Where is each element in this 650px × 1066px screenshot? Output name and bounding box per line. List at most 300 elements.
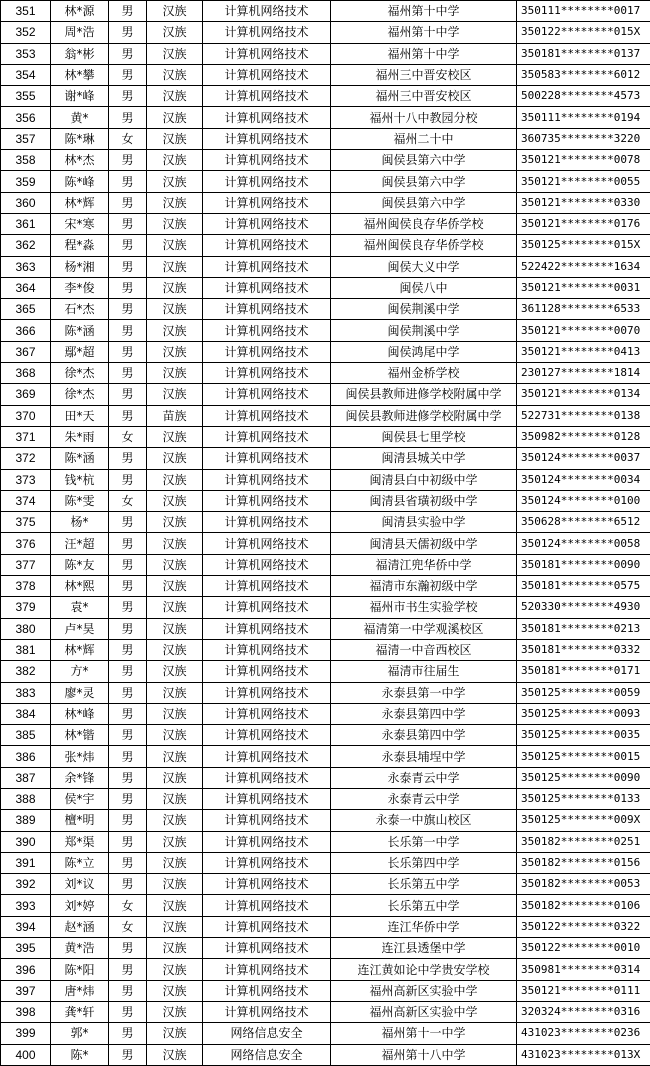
school: 福州二十中 (331, 128, 517, 149)
ethnicity: 汉族 (147, 895, 203, 916)
major: 计算机网络技术 (203, 597, 331, 618)
ethnicity: 汉族 (147, 299, 203, 320)
gender: 女 (109, 916, 147, 937)
major: 计算机网络技术 (203, 788, 331, 809)
school: 闽清县天儒初级中学 (331, 533, 517, 554)
ethnicity: 汉族 (147, 64, 203, 85)
table-row (1, 128, 650, 149)
row-number: 380 (1, 618, 51, 639)
id-number: 431023********013X (517, 1044, 650, 1065)
student-name: 杨* (51, 512, 109, 533)
ethnicity: 汉族 (147, 512, 203, 533)
gender: 女 (109, 895, 147, 916)
ethnicity: 汉族 (147, 788, 203, 809)
table-row (1, 512, 650, 533)
id-number: 350181********0332 (517, 639, 650, 660)
table-row (1, 299, 650, 320)
table-row (1, 363, 650, 384)
school: 福州第十中学 (331, 22, 517, 43)
id-number: 350181********0090 (517, 554, 650, 575)
row-number: 354 (1, 64, 51, 85)
gender: 男 (109, 192, 147, 213)
table-row (1, 426, 650, 447)
gender: 男 (109, 256, 147, 277)
school: 闽侯八中 (331, 277, 517, 298)
school: 福清市往届生 (331, 661, 517, 682)
id-number: 350111********0194 (517, 107, 650, 128)
row-number: 397 (1, 980, 51, 1001)
student-name: 赵*涵 (51, 916, 109, 937)
ethnicity: 汉族 (147, 22, 203, 43)
major: 计算机网络技术 (203, 576, 331, 597)
student-name: 檀*明 (51, 810, 109, 831)
ethnicity: 汉族 (147, 874, 203, 895)
id-number: 350124********0058 (517, 533, 650, 554)
major: 计算机网络技术 (203, 767, 331, 788)
id-number: 350125********015X (517, 235, 650, 256)
id-number: 520330********4930 (517, 597, 650, 618)
table-row (1, 639, 650, 660)
student-name: 林*源 (51, 1, 109, 22)
student-name: 陈*友 (51, 554, 109, 575)
student-name: 余*锋 (51, 767, 109, 788)
ethnicity: 汉族 (147, 320, 203, 341)
ethnicity: 汉族 (147, 43, 203, 64)
major: 计算机网络技术 (203, 533, 331, 554)
table-row (1, 235, 650, 256)
table-row (1, 405, 650, 426)
student-name: 宋*寒 (51, 213, 109, 234)
table-row (1, 192, 650, 213)
gender: 男 (109, 277, 147, 298)
ethnicity: 汉族 (147, 938, 203, 959)
id-number: 500228********4573 (517, 86, 650, 107)
student-name: 黄*浩 (51, 938, 109, 959)
major: 计算机网络技术 (203, 618, 331, 639)
table-row (1, 171, 650, 192)
id-number: 350125********0093 (517, 703, 650, 724)
row-number: 400 (1, 1044, 51, 1065)
school: 福州十八中教园分校 (331, 107, 517, 128)
school: 闽侯鸿尾中学 (331, 341, 517, 362)
school: 永泰青云中学 (331, 788, 517, 809)
table-row (1, 980, 650, 1001)
ethnicity: 汉族 (147, 107, 203, 128)
ethnicity: 汉族 (147, 1044, 203, 1065)
school: 闽侯荆溪中学 (331, 299, 517, 320)
ethnicity: 汉族 (147, 86, 203, 107)
major: 计算机网络技术 (203, 405, 331, 426)
table-row (1, 22, 650, 43)
id-number: 350121********0134 (517, 384, 650, 405)
gender: 男 (109, 150, 147, 171)
student-name: 林*辉 (51, 192, 109, 213)
ethnicity: 汉族 (147, 703, 203, 724)
school: 福州金桥学校 (331, 363, 517, 384)
school: 闽侯县第六中学 (331, 192, 517, 213)
major: 计算机网络技术 (203, 852, 331, 873)
student-name: 李*俊 (51, 277, 109, 298)
major: 计算机网络技术 (203, 639, 331, 660)
row-number: 388 (1, 788, 51, 809)
ethnicity: 汉族 (147, 426, 203, 447)
row-number: 389 (1, 810, 51, 831)
student-name: 龚*轩 (51, 1001, 109, 1022)
ethnicity: 汉族 (147, 277, 203, 298)
table-row (1, 959, 650, 980)
row-number: 369 (1, 384, 51, 405)
id-number: 350125********0035 (517, 725, 650, 746)
gender: 女 (109, 426, 147, 447)
id-number: 350122********015X (517, 22, 650, 43)
major: 计算机网络技术 (203, 128, 331, 149)
school: 福州高新区实验中学 (331, 980, 517, 1001)
major: 计算机网络技术 (203, 341, 331, 362)
major: 计算机网络技术 (203, 554, 331, 575)
student-name: 周*浩 (51, 22, 109, 43)
student-name: 钱*杭 (51, 469, 109, 490)
ethnicity: 汉族 (147, 554, 203, 575)
student-name: 林*攀 (51, 64, 109, 85)
gender: 男 (109, 341, 147, 362)
id-number: 320324********0316 (517, 1001, 650, 1022)
id-number: 350182********0251 (517, 831, 650, 852)
row-number: 381 (1, 639, 51, 660)
id-number: 350181********0171 (517, 661, 650, 682)
row-number: 379 (1, 597, 51, 618)
gender: 男 (109, 1044, 147, 1065)
student-name: 林*杰 (51, 150, 109, 171)
major: 计算机网络技术 (203, 682, 331, 703)
major: 计算机网络技术 (203, 448, 331, 469)
table-row (1, 107, 650, 128)
id-number: 350121********0176 (517, 213, 650, 234)
ethnicity: 汉族 (147, 831, 203, 852)
school: 福州第十一中学 (331, 1023, 517, 1044)
major: 计算机网络技术 (203, 235, 331, 256)
id-number: 522422********1634 (517, 256, 650, 277)
major: 计算机网络技术 (203, 22, 331, 43)
id-number: 350981********0314 (517, 959, 650, 980)
school: 福州闽侯良存华侨学校 (331, 213, 517, 234)
ethnicity: 汉族 (147, 363, 203, 384)
table-row (1, 767, 650, 788)
table-row (1, 852, 650, 873)
gender: 男 (109, 86, 147, 107)
ethnicity: 汉族 (147, 171, 203, 192)
id-number: 350583********6012 (517, 64, 650, 85)
ethnicity: 汉族 (147, 661, 203, 682)
table-row (1, 213, 650, 234)
table-row (1, 1044, 650, 1065)
ethnicity: 汉族 (147, 576, 203, 597)
school: 闽侯县七里学校 (331, 426, 517, 447)
major: 计算机网络技术 (203, 746, 331, 767)
id-number: 350124********0037 (517, 448, 650, 469)
gender: 男 (109, 533, 147, 554)
student-name: 陈*雯 (51, 490, 109, 511)
student-name: 谢*峰 (51, 86, 109, 107)
ethnicity: 汉族 (147, 1, 203, 22)
id-number: 350125********0059 (517, 682, 650, 703)
major: 计算机网络技术 (203, 661, 331, 682)
id-number: 350121********0330 (517, 192, 650, 213)
row-number: 378 (1, 576, 51, 597)
school: 长乐第一中学 (331, 831, 517, 852)
student-name: 陈*琳 (51, 128, 109, 149)
ethnicity: 汉族 (147, 1001, 203, 1022)
table-row (1, 810, 650, 831)
major: 计算机网络技术 (203, 86, 331, 107)
school: 连江黄如论中学贵安学校 (331, 959, 517, 980)
row-number: 351 (1, 1, 51, 22)
student-name: 田*天 (51, 405, 109, 426)
student-name: 卢*昊 (51, 618, 109, 639)
row-number: 360 (1, 192, 51, 213)
id-number: 360735********3220 (517, 128, 650, 149)
school: 福州高新区实验中学 (331, 1001, 517, 1022)
school: 永泰县第四中学 (331, 703, 517, 724)
ethnicity: 汉族 (147, 639, 203, 660)
gender: 女 (109, 490, 147, 511)
table-row (1, 490, 650, 511)
student-name: 黄* (51, 107, 109, 128)
table-row (1, 682, 650, 703)
ethnicity: 汉族 (147, 490, 203, 511)
id-number: 350121********0031 (517, 277, 650, 298)
major: 网络信息安全 (203, 1044, 331, 1065)
row-number: 376 (1, 533, 51, 554)
gender: 女 (109, 128, 147, 149)
id-number: 350121********0413 (517, 341, 650, 362)
ethnicity: 汉族 (147, 533, 203, 554)
major: 计算机网络技术 (203, 703, 331, 724)
school: 福清一中音西校区 (331, 639, 517, 660)
table-body (1, 1, 650, 1066)
school: 闽清县城关中学 (331, 448, 517, 469)
row-number: 382 (1, 661, 51, 682)
table-row (1, 788, 650, 809)
school: 闽侯县第六中学 (331, 171, 517, 192)
gender: 男 (109, 767, 147, 788)
gender: 男 (109, 43, 147, 64)
table-row (1, 916, 650, 937)
ethnicity: 汉族 (147, 341, 203, 362)
major: 计算机网络技术 (203, 810, 331, 831)
student-name: 程*淼 (51, 235, 109, 256)
ethnicity: 汉族 (147, 725, 203, 746)
id-number: 350125********0090 (517, 767, 650, 788)
table-row (1, 938, 650, 959)
major: 计算机网络技术 (203, 171, 331, 192)
gender: 男 (109, 788, 147, 809)
school: 连江华侨中学 (331, 916, 517, 937)
table-row (1, 874, 650, 895)
school: 福州第十中学 (331, 1, 517, 22)
student-name: 陈*立 (51, 852, 109, 873)
id-number: 350124********0034 (517, 469, 650, 490)
school: 长乐第四中学 (331, 852, 517, 873)
gender: 男 (109, 554, 147, 575)
row-number: 392 (1, 874, 51, 895)
table-row (1, 1, 650, 22)
table-row (1, 1023, 650, 1044)
major: 计算机网络技术 (203, 426, 331, 447)
table-row (1, 341, 650, 362)
student-name: 翁*彬 (51, 43, 109, 64)
table-row (1, 43, 650, 64)
gender: 男 (109, 235, 147, 256)
major: 计算机网络技术 (203, 469, 331, 490)
row-number: 384 (1, 703, 51, 724)
row-number: 377 (1, 554, 51, 575)
major: 计算机网络技术 (203, 959, 331, 980)
row-number: 394 (1, 916, 51, 937)
table-row (1, 597, 650, 618)
major: 计算机网络技术 (203, 490, 331, 511)
row-number: 371 (1, 426, 51, 447)
gender: 男 (109, 831, 147, 852)
id-number: 350121********0111 (517, 980, 650, 1001)
table-row (1, 618, 650, 639)
school: 闽清县实验中学 (331, 512, 517, 533)
student-name: 杨*湘 (51, 256, 109, 277)
row-number: 357 (1, 128, 51, 149)
major: 计算机网络技术 (203, 64, 331, 85)
id-number: 350124********0100 (517, 490, 650, 511)
table-row (1, 86, 650, 107)
id-number: 350628********6512 (517, 512, 650, 533)
ethnicity: 汉族 (147, 128, 203, 149)
gender: 男 (109, 448, 147, 469)
row-number: 359 (1, 171, 51, 192)
id-number: 350125********0133 (517, 788, 650, 809)
major: 计算机网络技术 (203, 1, 331, 22)
table-row (1, 703, 650, 724)
school: 福清第一中学观溪校区 (331, 618, 517, 639)
school: 闽清县省璜初级中学 (331, 490, 517, 511)
gender: 男 (109, 576, 147, 597)
id-number: 350111********0017 (517, 1, 650, 22)
ethnicity: 汉族 (147, 810, 203, 831)
gender: 男 (109, 682, 147, 703)
student-name: 郭* (51, 1023, 109, 1044)
school: 闽侯县教师进修学校附属中学 (331, 405, 517, 426)
ethnicity: 汉族 (147, 959, 203, 980)
row-number: 363 (1, 256, 51, 277)
student-name: 林*熙 (51, 576, 109, 597)
ethnicity: 汉族 (147, 213, 203, 234)
row-number: 398 (1, 1001, 51, 1022)
id-number: 350982********0128 (517, 426, 650, 447)
id-number: 230127********1814 (517, 363, 650, 384)
school: 福州第十中学 (331, 43, 517, 64)
gender: 男 (109, 171, 147, 192)
student-name: 林*辉 (51, 639, 109, 660)
gender: 男 (109, 852, 147, 873)
school: 福清江兜华侨中学 (331, 554, 517, 575)
gender: 男 (109, 980, 147, 1001)
gender: 男 (109, 107, 147, 128)
gender: 男 (109, 405, 147, 426)
table-row (1, 256, 650, 277)
id-number: 522731********0138 (517, 405, 650, 426)
table-row (1, 895, 650, 916)
gender: 男 (109, 469, 147, 490)
major: 计算机网络技术 (203, 150, 331, 171)
major: 计算机网络技术 (203, 725, 331, 746)
ethnicity: 汉族 (147, 448, 203, 469)
school: 连江县透堡中学 (331, 938, 517, 959)
major: 计算机网络技术 (203, 980, 331, 1001)
ethnicity: 苗族 (147, 405, 203, 426)
table-row (1, 320, 650, 341)
row-number: 395 (1, 938, 51, 959)
student-name: 鄢*超 (51, 341, 109, 362)
row-number: 352 (1, 22, 51, 43)
ethnicity: 汉族 (147, 746, 203, 767)
row-number: 355 (1, 86, 51, 107)
major: 计算机网络技术 (203, 895, 331, 916)
row-number: 373 (1, 469, 51, 490)
school: 闽侯县教师进修学校附属中学 (331, 384, 517, 405)
student-name: 徐*杰 (51, 363, 109, 384)
gender: 男 (109, 639, 147, 660)
table-row (1, 554, 650, 575)
school: 永泰县第四中学 (331, 725, 517, 746)
gender: 男 (109, 213, 147, 234)
id-number: 350181********0213 (517, 618, 650, 639)
id-number: 350121********0078 (517, 150, 650, 171)
table-row (1, 64, 650, 85)
id-number: 350121********0070 (517, 320, 650, 341)
student-name: 林*峰 (51, 703, 109, 724)
student-name: 陈*阳 (51, 959, 109, 980)
major: 计算机网络技术 (203, 107, 331, 128)
major: 计算机网络技术 (203, 192, 331, 213)
student-name: 陈*涵 (51, 448, 109, 469)
student-name: 徐*杰 (51, 384, 109, 405)
row-number: 370 (1, 405, 51, 426)
student-name: 刘*婷 (51, 895, 109, 916)
row-number: 366 (1, 320, 51, 341)
gender: 男 (109, 299, 147, 320)
student-name: 郑*渠 (51, 831, 109, 852)
major: 计算机网络技术 (203, 213, 331, 234)
ethnicity: 汉族 (147, 150, 203, 171)
row-number: 364 (1, 277, 51, 298)
major: 计算机网络技术 (203, 277, 331, 298)
id-number: 350122********0322 (517, 916, 650, 937)
ethnicity: 汉族 (147, 1023, 203, 1044)
id-number: 350181********0575 (517, 576, 650, 597)
student-name: 侯*宇 (51, 788, 109, 809)
id-number: 361128********6533 (517, 299, 650, 320)
student-name: 陈*涵 (51, 320, 109, 341)
id-number: 350182********0053 (517, 874, 650, 895)
student-name: 唐*炜 (51, 980, 109, 1001)
gender: 男 (109, 959, 147, 980)
table-row (1, 533, 650, 554)
school: 福州市书生实验学校 (331, 597, 517, 618)
row-number: 368 (1, 363, 51, 384)
student-name: 方* (51, 661, 109, 682)
row-number: 367 (1, 341, 51, 362)
ethnicity: 汉族 (147, 618, 203, 639)
row-number: 372 (1, 448, 51, 469)
school: 永泰一中旗山校区 (331, 810, 517, 831)
ethnicity: 汉族 (147, 767, 203, 788)
